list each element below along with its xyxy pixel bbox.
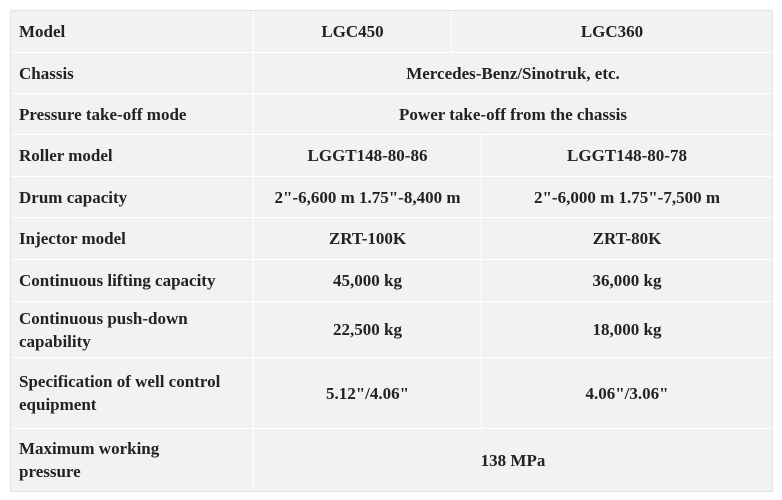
value-cell-lgc360: LGGT148-80-78 xyxy=(481,135,772,176)
value-cell-lgc450: LGGT148-80-86 xyxy=(253,135,481,176)
table-row-wellcontrol xyxy=(11,358,772,428)
header-cell-lgc360: LGC360 xyxy=(451,11,772,52)
row-label: Injector model xyxy=(19,229,126,248)
table-row-pto xyxy=(11,94,772,134)
row-label: Continuous lifting capacity xyxy=(19,271,216,290)
table-row-chassis xyxy=(11,53,772,93)
row-label: Roller model xyxy=(19,146,113,165)
row-label: Model xyxy=(19,22,66,41)
header-cell-lgc450: LGC450 xyxy=(253,11,451,52)
table-row-roller xyxy=(11,135,772,176)
table-row-injector xyxy=(11,218,772,259)
table-row-pressure xyxy=(11,429,772,491)
value-cell-lgc450: 45,000 kg xyxy=(253,260,481,301)
row-label: Drum capacity xyxy=(19,187,128,207)
merged-value-cell: Mercedes-Benz/Sinotruk, etc. xyxy=(253,53,772,93)
value-cell-lgc450: 2"-6,600 m 1.75"-8,400 m xyxy=(253,177,481,217)
merged-value-cell: 138 MPa xyxy=(253,429,772,491)
value-cell-lgc360: 18,000 kg xyxy=(481,302,772,357)
row-label: Chassis xyxy=(19,63,74,83)
value-cell-lgc360: 4.06"/3.06" xyxy=(481,358,772,428)
spec-table xyxy=(10,10,773,492)
row-label: Continuous push-down capability xyxy=(19,308,188,351)
row-label: Specification of well control equipment xyxy=(19,372,221,414)
value-cell-lgc360: ZRT-80K xyxy=(481,218,772,259)
value-cell-lgc360: 36,000 kg xyxy=(481,260,772,301)
table-row-drum xyxy=(11,177,772,217)
value-cell-lgc450: ZRT-100K xyxy=(253,218,481,259)
value-cell-lgc450: 22,500 kg xyxy=(253,302,481,357)
value-cell-lgc360: 2"-6,000 m 1.75"-7,500 m xyxy=(481,177,772,217)
row-label: Pressure take-off mode xyxy=(19,104,187,124)
merged-value-cell: Power take-off from the chassis xyxy=(253,94,772,134)
value-cell-lgc450: 5.12"/4.06" xyxy=(253,358,481,428)
table-row-lifting xyxy=(11,260,772,301)
table-row-pushdown xyxy=(11,302,772,357)
row-label: Maximum working pressure xyxy=(19,439,160,481)
table-row-model xyxy=(11,11,772,52)
